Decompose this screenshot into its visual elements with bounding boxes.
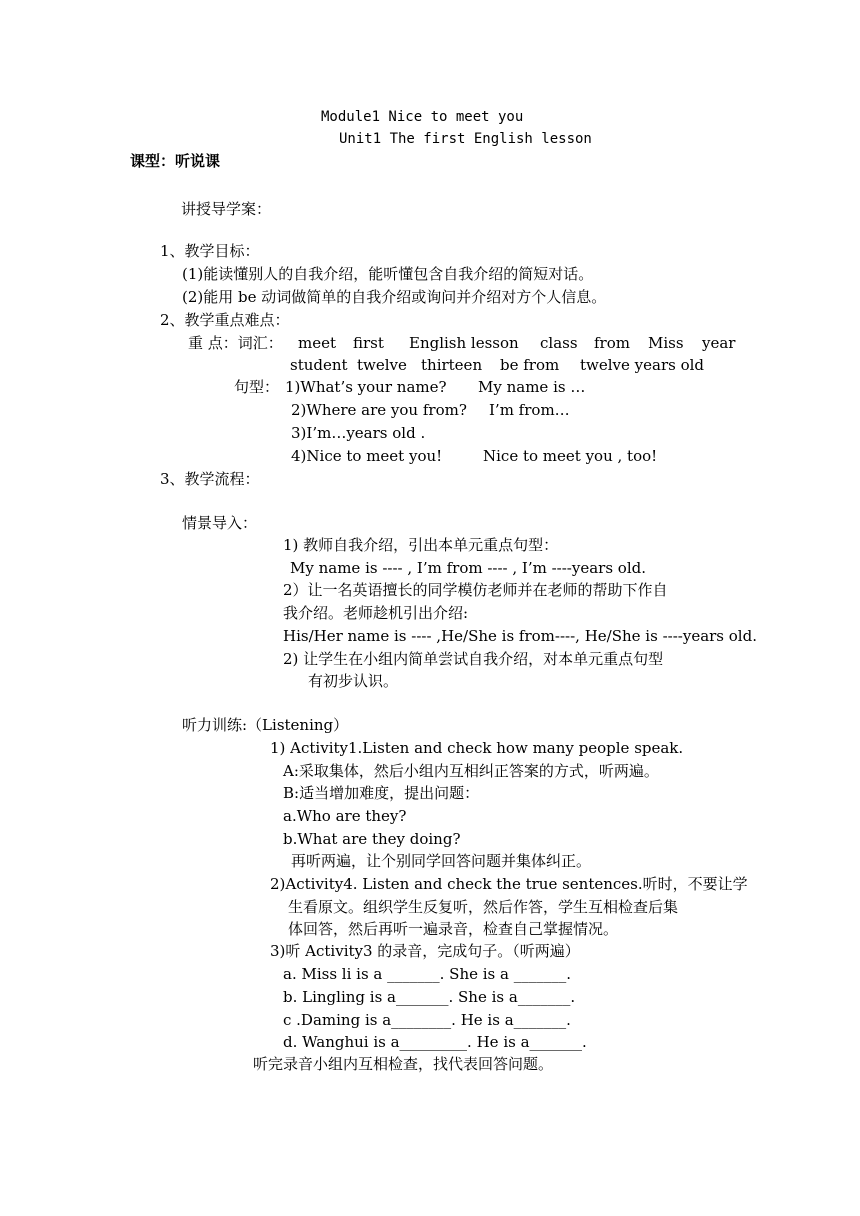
- vocab-word: from: [594, 334, 630, 352]
- vocab-word: student: [290, 356, 348, 374]
- vocab-word: English lesson: [409, 334, 519, 352]
- listening-title: 听力训练:（Listening）: [182, 716, 349, 734]
- pattern-q-4: 4)Nice to meet you!: [291, 447, 443, 465]
- pattern-q-3: 3)I’m…years old .: [291, 424, 426, 442]
- activity-4-line-1: 2)Activity4. Listen and check the true sentences.听时，不要让学: [270, 875, 748, 893]
- closing-line: 听完录音小组内互相检查，找代表回答问题。: [253, 1055, 554, 1073]
- activity-1-question-b: b.What are they doing?: [283, 830, 461, 848]
- intro-line-5b: 有初步认识。: [308, 672, 399, 690]
- activity-1-after: 再听两遍，让个别同学回答问题并集体纠正。: [291, 852, 592, 870]
- intro-line-2: My name is ---- , I’m from ---- , I’m ----years old.: [290, 559, 647, 577]
- pattern-a-4: Nice to meet you , too!: [483, 447, 658, 465]
- fill-line-d: d. Wanghui is a_________. He is a_______.: [283, 1033, 587, 1051]
- vocab-word: be from: [500, 356, 560, 374]
- activity-4-line-2: 生看原文。组织学生反复听，然后作答，学生互相检查后集: [288, 898, 679, 916]
- pattern-label: 句型：: [234, 378, 280, 396]
- vocab-label: 重 点：词汇：: [188, 334, 283, 352]
- pattern-a-1: My name is …: [478, 378, 586, 396]
- section-2-heading: 2、教学重点难点：: [160, 311, 290, 329]
- intro-line-5a: 2) 让学生在小组内简单尝试自我介绍，对本单元重点句型: [283, 650, 664, 668]
- activity-1-b: B:适当增加难度，提出问题：: [283, 784, 480, 802]
- vocab-word: twelve: [357, 356, 407, 374]
- vocab-word: Miss: [648, 334, 684, 352]
- pattern-q-2: 2)Where are you from?: [291, 401, 467, 419]
- pattern-q-1: 1)What’s your name?: [285, 378, 447, 396]
- intro-title: 情景导入：: [182, 514, 258, 532]
- intro-line-1: 1) 教师自我介绍，引出本单元重点句型：: [283, 536, 559, 554]
- fill-line-c: c .Daming is a________. He is a_______.: [283, 1011, 571, 1029]
- fill-line-b: b. Lingling is a_______. She is a_______.: [283, 988, 576, 1006]
- intro-line-3b: 我介绍。老师趁机引出介绍:: [283, 604, 469, 622]
- course-type: 课型：听说课: [130, 152, 221, 170]
- objective-2: (2)能用 be 动词做简单的自我介绍或询问并介绍对方个人信息。: [182, 288, 607, 306]
- unit-title: Unit1 The first English lesson: [339, 131, 592, 147]
- plan-title: 讲授导学案：: [181, 200, 272, 218]
- intro-line-3a: 2）让一名英语擅长的同学模仿老师并在老师的帮助下作自: [283, 581, 668, 599]
- vocab-word: first: [353, 334, 384, 352]
- pattern-a-2: I’m from…: [489, 401, 570, 419]
- activity-4-line-3: 体回答，然后再听一遍录音，检查自己掌握情况。: [288, 920, 619, 938]
- vocab-word: twelve years old: [580, 356, 705, 374]
- activity-1-a: A:采取集体，然后小组内互相纠正答案的方式，听两遍。: [283, 762, 659, 780]
- section-3-heading: 3、教学流程：: [160, 470, 260, 488]
- activity-3: 3)听 Activity3 的录音，完成句子。（听两遍）: [270, 942, 580, 960]
- fill-line-a: a. Miss li is a _______. She is a _______.: [283, 965, 571, 983]
- objective-1: (1)能读懂别人的自我介绍，能听懂包含自我介绍的简短对话。: [182, 265, 594, 283]
- module-title: Module1 Nice to meet you: [321, 109, 524, 125]
- intro-line-4: His/Her name is ---- ,He/She is from----, He/She is ----years old.: [283, 627, 757, 645]
- activity-1-question-a: a.Who are they?: [283, 807, 407, 825]
- vocab-word: year: [702, 334, 736, 352]
- activity-1: 1) Activity1.Listen and check how many people speak.: [270, 739, 684, 757]
- vocab-word: class: [540, 334, 578, 352]
- vocab-word: thirteen: [421, 356, 483, 374]
- section-1-heading: 1、教学目标：: [160, 242, 260, 260]
- vocab-word: meet: [298, 334, 337, 352]
